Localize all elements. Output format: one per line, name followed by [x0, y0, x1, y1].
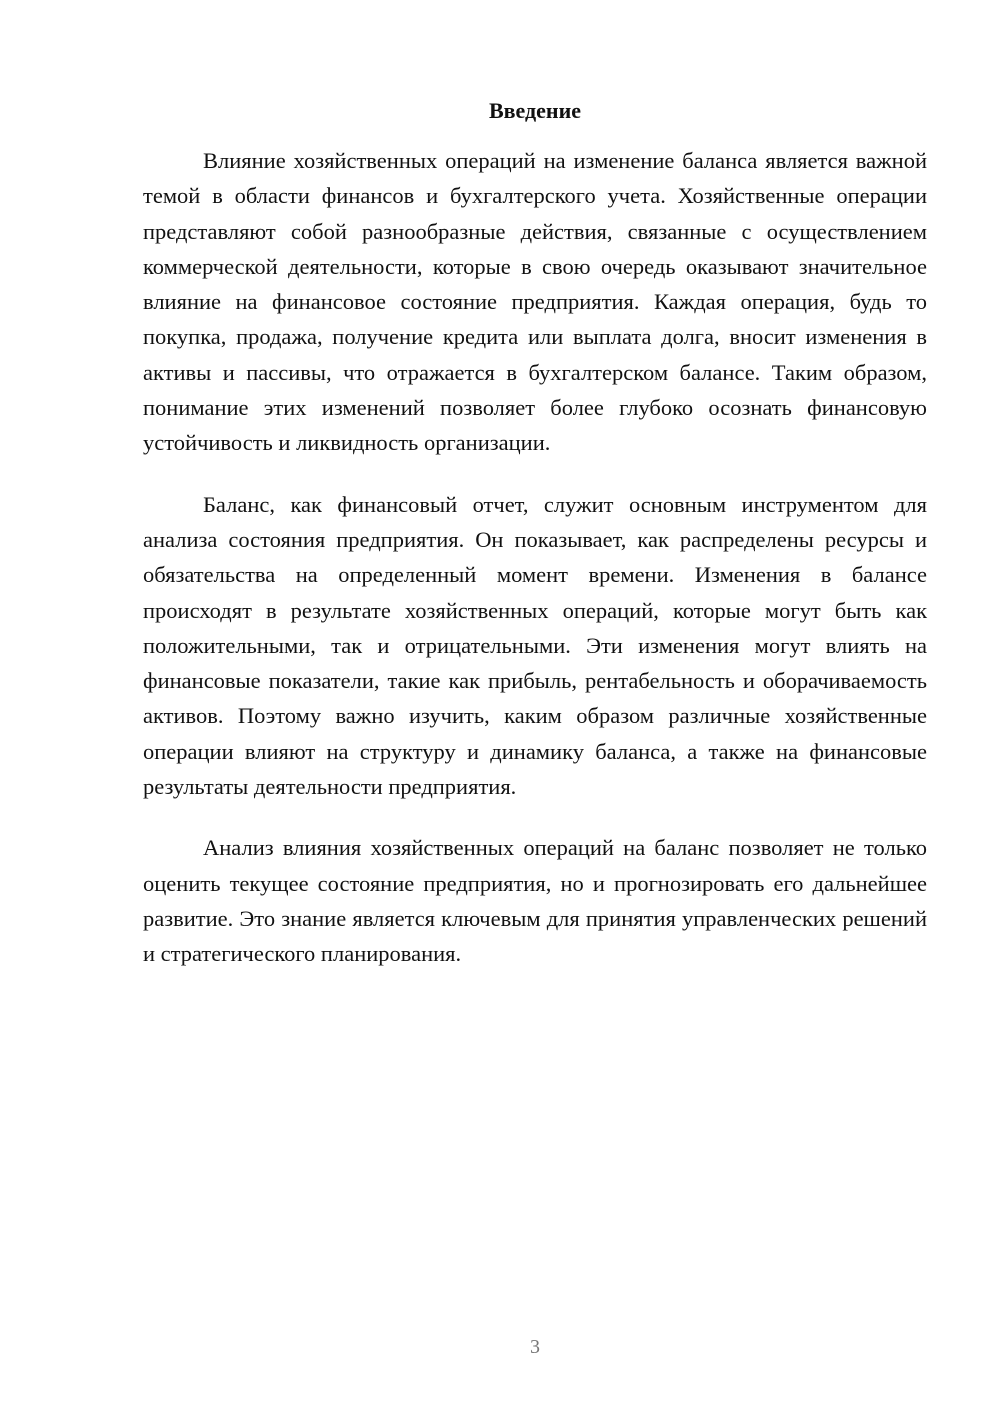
paragraph-2: Баланс, как финансовый отчет, служит основным инструментом для анализа состояния предприятия. Он показывает, как распределены ресурсы и обязательства на определенный момент времени. Изменения в балансе происходят в результате хозяйственных операций, которые могут быть как положительными, так и отрицательными. Эти изменения могут влиять на финансовые показатели, такие как прибыль, рентабельность и оборачиваемость активов. Поэтому важно изучить, каким образом различные хозяйственные операции влияют на структуру и динамику баланса, а также на финансовые результаты деятельности предприятия.	[143, 491, 927, 800]
document-body	[143, 143, 927, 998]
page-number: 3	[530, 1336, 540, 1358]
paragraph-3: Анализ влияния хозяйственных операций на баланс позволяет не только оценить текущее состояние предприятия, но и прогнозировать его дальнейшее развитие. Это знание является ключевым для принятия управленческих решений и стратегического планирования.	[143, 835, 927, 967]
page-title: Введение	[488, 98, 582, 123]
paragraph-1: Влияние хозяйственных операций на изменение баланса является важной темой в области финансов и бухгалтерского учета. Хозяйственные операции представляют собой разнообразные действия, связанные с осуществлением коммерческой деятельности, которые в свою очередь оказывают значительное влияние на финансовое состояние предприятия. Каждая операция, будь то покупка, продажа, получение кредита или выплата долга, вносит изменения в активы и пассивы, что отражается в бухгалтерском балансе. Таким образом, понимание этих изменений позволяет более глубоко осознать финансовую устойчивость и ликвидность организации.	[143, 148, 927, 456]
